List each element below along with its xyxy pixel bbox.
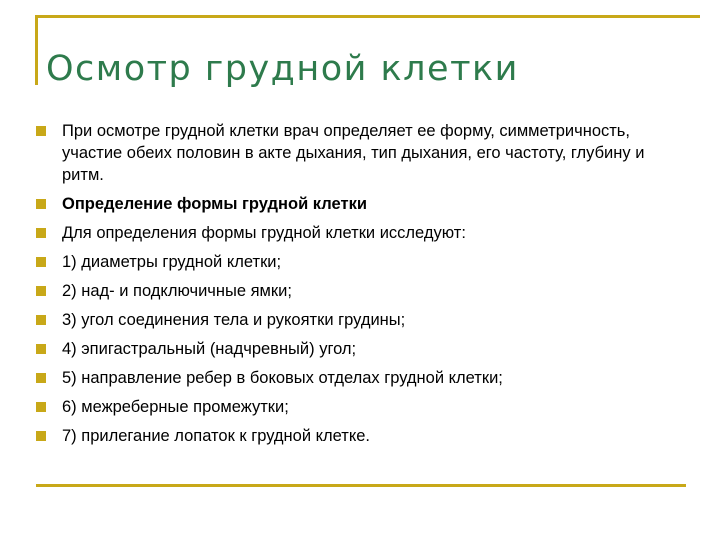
bullet-text: 6) межреберные промежутки; [62, 398, 289, 416]
square-bullet-icon [36, 315, 46, 325]
bullet-item-4 [36, 338, 676, 360]
left-divider [35, 15, 38, 85]
square-bullet-icon [36, 126, 46, 136]
bullet-text: Для определения формы грудной клетки исследуют: [62, 224, 466, 242]
bullet-item-3 [36, 309, 676, 331]
bullet-item-intro [36, 120, 676, 186]
bullet-item-2 [36, 280, 676, 302]
bullet-text: 3) угол соединения тела и рукоятки грудины; [62, 311, 406, 329]
top-divider [36, 15, 700, 18]
square-bullet-icon [36, 402, 46, 412]
square-bullet-icon [36, 257, 46, 267]
slide-title: Осмотр грудной клетки [46, 49, 519, 89]
bullet-text: При осмотре грудной клетки врач определяет ее форму, симметричность, участие обеих половин в акте дыхания, тип дыхания, его частоту, глубину и ритм. [62, 122, 645, 184]
bullet-item-lead [36, 222, 676, 244]
bullet-text: 2) над- и подключичные ямки; [62, 282, 292, 300]
bullet-text: 5) направление ребер в боковых отделах грудной клетки; [62, 369, 503, 387]
bullet-text: 7) прилегание лопаток к грудной клетке. [62, 427, 371, 445]
bullet-item-heading [36, 193, 676, 215]
bullet-text: 1) диаметры грудной клетки; [62, 253, 282, 271]
bullet-item-6 [36, 396, 676, 418]
square-bullet-icon [36, 199, 46, 209]
bullet-item-7 [36, 425, 676, 447]
bottom-divider [36, 484, 686, 487]
square-bullet-icon [36, 431, 46, 441]
bullet-text: Определение формы грудной клетки [62, 195, 367, 213]
square-bullet-icon [36, 228, 46, 238]
bullet-item-1 [36, 251, 676, 273]
square-bullet-icon [36, 286, 46, 296]
square-bullet-icon [36, 373, 46, 383]
bullet-list [36, 120, 676, 454]
bullet-text: 4) эпигастральный (надчревный) угол; [62, 340, 357, 358]
bullet-item-5 [36, 367, 676, 389]
square-bullet-icon [36, 344, 46, 354]
